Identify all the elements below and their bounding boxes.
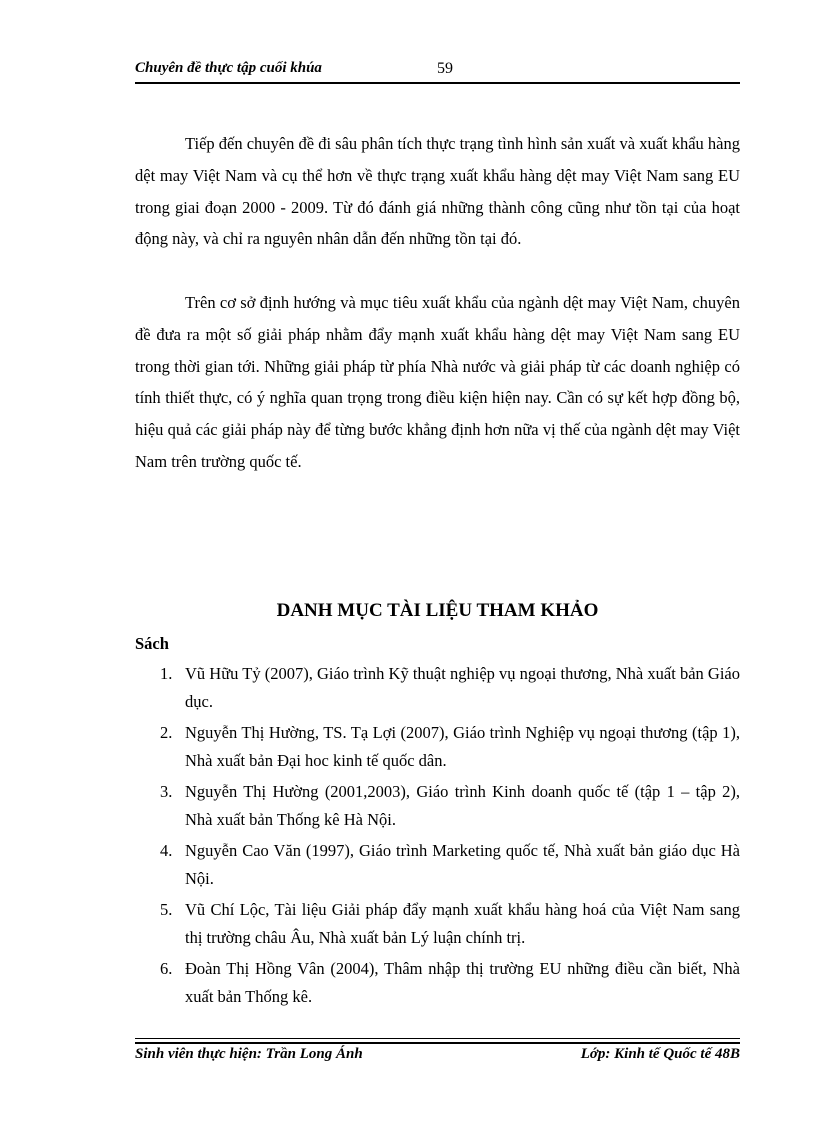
reference-number: 4.: [160, 841, 173, 860]
header-title: Chuyên đề thực tập cuối khúa: [135, 60, 322, 76]
footer-student: Sinh viên thực hiện: Trần Long Ánh: [135, 1046, 363, 1062]
reference-text: Nguyễn Thị Hường (2001,2003), Giáo trình Kinh doanh quốc tế (tập 1 – tập 2), Nhà xuất bản Thống kê Hà Nội.: [185, 782, 740, 829]
reference-text: Nguyễn Cao Văn (1997), Giáo trình Marketing quốc tế, Nhà xuất bản giáo dục Hà Nội.: [185, 841, 740, 888]
page-header: [135, 60, 740, 80]
references-heading: DANH MỤC TÀI LIỆU THAM KHẢO: [276, 600, 599, 621]
references-list: [135, 660, 740, 1014]
body-paragraph-2: Trên cơ sở định hướng và mục tiêu xuất khẩu của ngành dệt may Việt Nam, chuyên đề đưa ra một số giải pháp nhằm đẩy mạnh xuất khẩu hàng dệt may Việt Nam sang EU trong thời gian tới. Những giải pháp từ phía Nhà nước và giải pháp từ các doanh nghiệp có tính thiết thực, có ý nghĩa quan trọng trong điều kiện hiện nay. Cần có sự kết hợp đồng bộ, hiệu quả các giải pháp này để từng bước khẳng định hơn nữa vị thế của ngành dệt may Việt Nam trên trường quốc tế.: [135, 293, 740, 471]
reference-item: [135, 896, 740, 952]
footer-rule-thick: [135, 1042, 740, 1044]
reference-text: Đoàn Thị Hồng Vân (2004), Thâm nhập thị trường EU những điều cần biết, Nhà xuất bản Thống kê.: [185, 959, 740, 1006]
reference-item: [135, 955, 740, 1011]
page-footer: [135, 1046, 740, 1066]
reference-item: [135, 837, 740, 893]
footer-class: Lớp: Kinh tế Quốc tế 48B: [580, 1046, 740, 1062]
page-number: 59: [437, 60, 453, 77]
reference-number: 1.: [160, 664, 173, 683]
reference-number: 5.: [160, 900, 173, 919]
reference-item: [135, 660, 740, 716]
reference-number: 6.: [160, 959, 173, 978]
reference-text: Vũ Hữu Tỷ (2007), Giáo trình Kỹ thuật nghiệp vụ ngoại thương, Nhà xuất bản Giáo dục.: [185, 664, 740, 711]
reference-number: 2.: [160, 723, 173, 742]
reference-number: 3.: [160, 782, 173, 801]
reference-item: [135, 778, 740, 834]
reference-item: [135, 719, 740, 775]
body-paragraph-1: Tiếp đến chuyên đề đi sâu phân tích thực trạng tình hình sản xuất và xuất khẩu hàng dệt may Việt Nam và cụ thể hơn về thực trạng xuất khẩu hàng dệt may Việt Nam sang EU trong giai đoạn 2000 - 2009. Từ đó đánh giá những thành công cũng như tồn tại của hoạt động này, và chỉ ra nguyên nhân dẫn đến những tồn tại đó.: [135, 134, 741, 249]
reference-text: Nguyễn Thị Hường, TS. Tạ Lợi (2007), Giáo trình Nghiệp vụ ngoại thương (tập 1), Nhà xuất bản Đại hoc kinh tế quốc dân.: [185, 723, 740, 770]
reference-text: Vũ Chí Lộc, Tài liệu Giải pháp đẩy mạnh xuất khẩu hàng hoá của Việt Nam sang thị trường châu Âu, Nhà xuất bản Lý luận chính trị.: [185, 900, 740, 947]
header-rule: [135, 82, 740, 84]
references-section-label: Sách: [135, 634, 169, 653]
footer-rule-thin: [135, 1038, 740, 1039]
